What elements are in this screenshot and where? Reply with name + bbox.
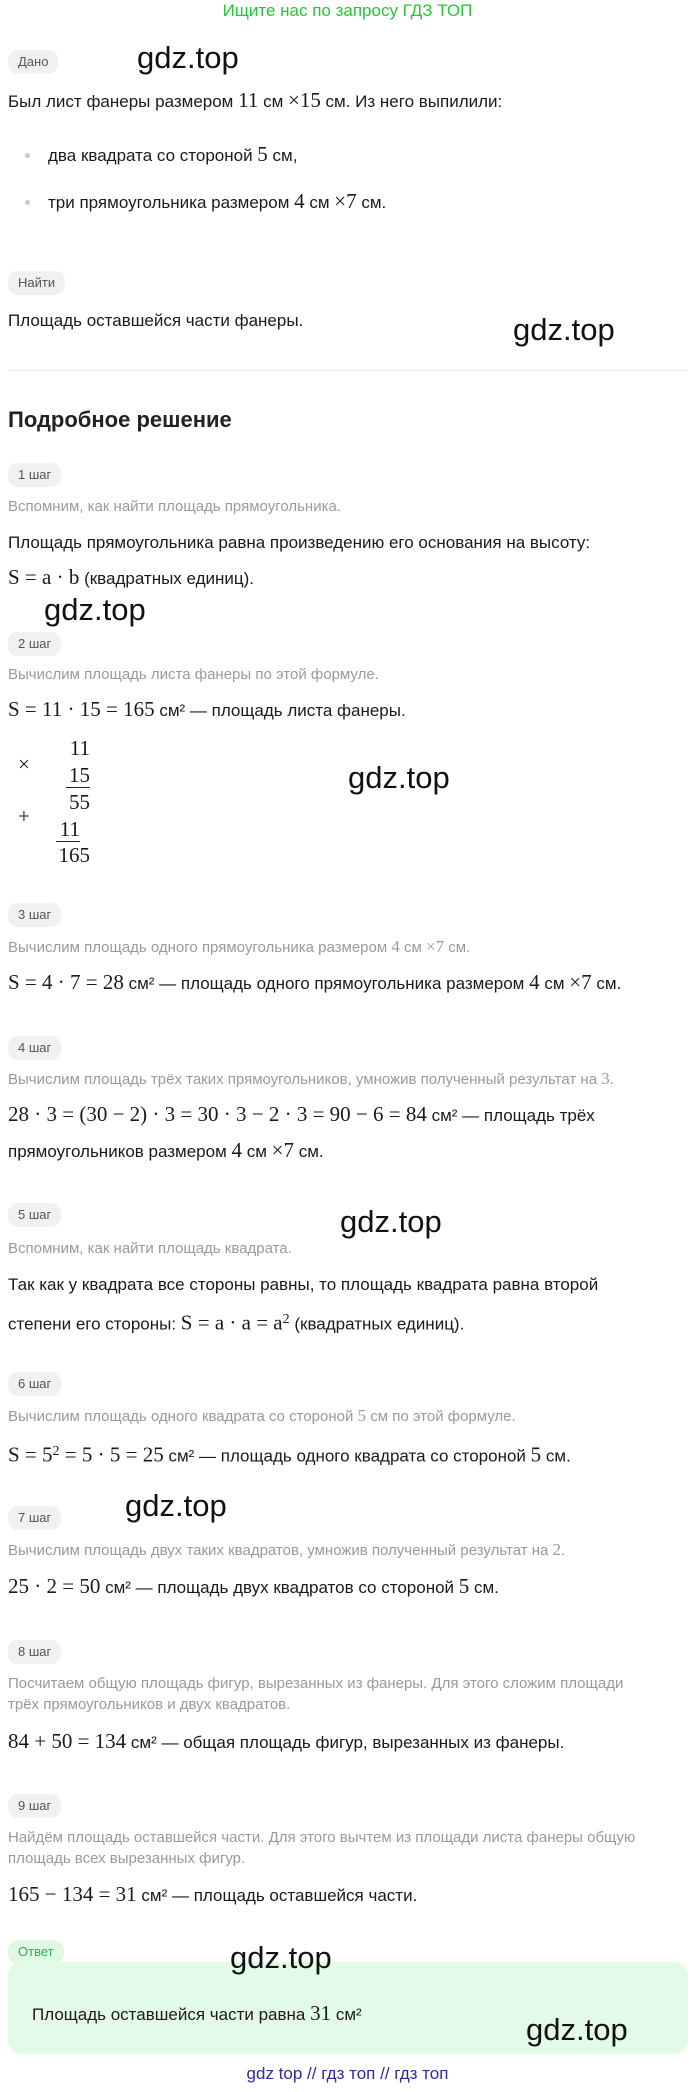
mult-row: 11 [56,817,80,842]
given-intro-unit: см [258,92,288,111]
hint-text: см по этой формуле. [366,1408,516,1425]
step-formula-line [8,1102,595,1128]
formula-tail: см² — площадь листа фанеры. [154,701,406,720]
tail-num: 7 [581,970,592,994]
step-hint: Посчитаем общую площадь фигур, вырезанных из фанеры. Для этого сложим площади [8,1675,624,1692]
step-badge [8,1506,61,1530]
step-badge-label: 7 шаг [8,1506,61,1530]
step-text-line [8,1138,324,1164]
mult-row: 15 [66,763,90,788]
line-text: степени его стороны: [8,1314,181,1334]
step-badge-label: 6 шаг [8,1372,61,1396]
given-item-num: 7 [346,189,357,213]
find-text: Площадь оставшейся части фанеры. [8,311,304,330]
step-formula-line [8,1574,499,1600]
formula-exponent: 2 [52,1444,60,1459]
step-hint [8,936,470,958]
formula-exponent: 2 [282,1312,290,1327]
step-formula-line [8,970,621,996]
formula-tail: см² — общая площадь фигур, вырезанных из фанеры. [126,1733,565,1752]
formula-tail: (квадратных единиц). [79,569,255,588]
hint-num: 7 [435,937,445,956]
solution-title: Подробное решение [8,407,232,432]
answer-num: 31 [310,2001,332,2025]
step-badge [8,1640,61,1664]
footer-separator: // [307,2064,317,2083]
find-badge [8,271,65,295]
given-item-times: × [334,189,347,213]
mult-row: 55 [69,790,90,814]
step-badge [8,1794,61,1818]
given-item [48,142,297,168]
formula: 165 − 134 = 31 [8,1882,137,1906]
formula: S = 11 · 15 = 165 [8,697,155,721]
given-item-text: см. [356,193,387,212]
hint-num: 4 [391,937,400,956]
watermark: gdz.top [137,40,239,75]
line-num: 7 [283,1138,294,1162]
given-item-text: три прямоугольника размером [48,193,295,212]
answer-badge [8,1940,64,1964]
find-badge-label: Найти [8,271,65,295]
answer-line: см² [331,2005,362,2024]
given-item-text: см, [267,146,298,165]
step-badge [8,632,61,656]
given-intro [8,88,502,114]
times-sign: × [18,752,30,776]
given-item-text: см [304,193,335,212]
step-hint: Вспомним, как найти площадь квадрата. [8,1240,292,1257]
plus-sign: + [18,804,30,828]
given-item [48,189,386,215]
line-text: прямоугольников размером [8,1142,232,1161]
tail-times: × [569,970,582,994]
given-item-num: 4 [294,189,305,213]
hint-text: Вычислим площадь двух таких квадратов, умножив полученный результат на [8,1542,553,1559]
formula: 28 · 3 = (30 − 2) · 3 = 30 · 3 − 2 · 3 = 90 − 6 = 84 [8,1102,427,1126]
hint-text: Вычислим площадь одного квадрата со стороной [8,1408,358,1425]
step-badge-label: 1 шаг [8,463,61,487]
step-badge-label: 2 шаг [8,632,61,656]
step-text: Площадь прямоугольника равна произведению его основания на высоту: [8,533,591,552]
given-intro-text: см. Из него выпилили: [320,92,503,111]
step-hint: Найдём площадь оставшейся части. Для этого вычтем из площади листа фанеры общую [8,1829,636,1846]
hint-text: . [561,1542,566,1559]
line-text: см. [294,1142,324,1161]
line-num: 4 [231,1138,243,1162]
step-formula-line [8,565,254,591]
step-badge-label: 9 шаг [8,1794,61,1818]
step-badge [8,463,61,487]
mult-row: 165 [58,843,90,867]
step-formula-line [8,1882,417,1908]
given-intro-times: × [287,88,300,112]
step-formula-line [8,1729,564,1755]
step-badge-label: 4 шаг [8,1036,61,1060]
tail-num: 4 [529,970,540,994]
watermark: gdz.top [348,760,450,795]
footer-link[interactable]: gdz top [246,2064,303,2083]
hint-num: 3 [601,1069,610,1088]
step-text-line [8,1308,464,1337]
step-hint [8,1539,565,1561]
bullet-dot [25,200,30,205]
formula-tail: см. [591,974,622,993]
given-badge-label: Дано [8,50,58,74]
formula: S = a · a = a [180,1310,283,1335]
answer-line: Площадь оставшейся части равна [32,2005,311,2024]
given-intro-text: Был лист фанеры размером [8,92,239,111]
mult-row: 11 [69,736,90,760]
formula: S = a · b [8,565,80,589]
formula: = 5 · 5 = 25 [59,1442,164,1467]
given-badge [8,50,58,74]
footer-links [0,2064,695,2084]
formula-tail: см. [469,1578,499,1597]
answer-badge-label: Ответ [8,1940,64,1964]
formula-tail: см [539,974,570,993]
footer-separator: // [380,2064,390,2083]
formula: S = 5 [8,1442,53,1467]
formula-tail: см² — площадь одного квадрата со стороной [163,1446,531,1466]
step-formula-line [8,697,406,723]
hint-text: см [399,939,426,956]
watermark: gdz.top [230,1940,332,1975]
formula-tail: см² — площадь двух квадратов со стороной [100,1578,459,1597]
tail-num: 5 [458,1574,470,1598]
watermark: gdz.top [526,2012,628,2047]
hint-text: см. [444,939,471,956]
step-hint [8,1068,614,1090]
given-intro-num: 11 [238,88,259,112]
watermark: gdz.top [340,1204,442,1239]
hint-text: Вычислим площадь одного прямоугольника размером [8,939,392,956]
answer-text [32,2001,362,2027]
hint-text: Вычислим площадь трёх таких прямоугольников, умножив полученный результат на [8,1071,602,1088]
divider [8,370,688,371]
footer-link[interactable]: гдз топ [394,2064,449,2083]
watermark: gdz.top [44,592,146,627]
step-hint: Вспомним, как найти площадь прямоугольника. [8,498,341,515]
step-badge-label: 8 шаг [8,1640,61,1664]
hint-num: 2 [552,1540,562,1559]
bullet-dot [25,153,30,158]
tail-num: 5 [530,1442,542,1467]
step-formula-line [8,1440,571,1469]
given-intro-num: 15 [299,88,321,112]
formula: 84 + 50 = 134 [8,1729,127,1753]
watermark: gdz.top [513,312,615,347]
step-text: Так как у квадрата все стороны равны, то площадь квадрата равна второй [8,1275,599,1294]
watermark: gdz.top [125,1488,227,1523]
line-text: (квадратных единиц). [289,1314,465,1334]
formula-tail: см² — площадь оставшейся части. [136,1886,418,1905]
line-times: × [271,1138,284,1162]
step-hint: трёх прямоугольников и двух квадратов. [8,1696,291,1713]
step-badge [8,1036,61,1060]
formula: S = 4 · 7 = 28 [8,970,124,994]
step-hint: площадь всех вырезанных фигур. [8,1850,246,1867]
hint-num: 5 [357,1406,367,1425]
formula-tail: см² — площадь одного прямоугольника размером [123,974,530,993]
step-badge [8,1372,61,1396]
step-badge-label: 3 шаг [8,903,61,927]
formula-tail: см. [541,1446,571,1466]
step-hint: Вычислим площадь листа фанеры по этой формуле. [8,666,379,683]
step-badge [8,1203,61,1227]
step-badge-label: 5 шаг [8,1203,61,1227]
step-hint [8,1405,516,1427]
line-text: см [242,1142,272,1161]
given-item-text: два квадрата со стороной [48,146,258,165]
formula: 25 · 2 = 50 [8,1574,101,1598]
hint-times: × [426,937,436,956]
given-item-num: 5 [257,142,268,166]
formula-tail: см² — площадь трёх [426,1106,595,1125]
footer-link[interactable]: гдз топ [321,2064,376,2083]
search-banner: Ищите нас по запросу ГДЗ ТОП [222,1,473,20]
step-badge [8,903,61,927]
hint-text: . [609,1071,614,1088]
